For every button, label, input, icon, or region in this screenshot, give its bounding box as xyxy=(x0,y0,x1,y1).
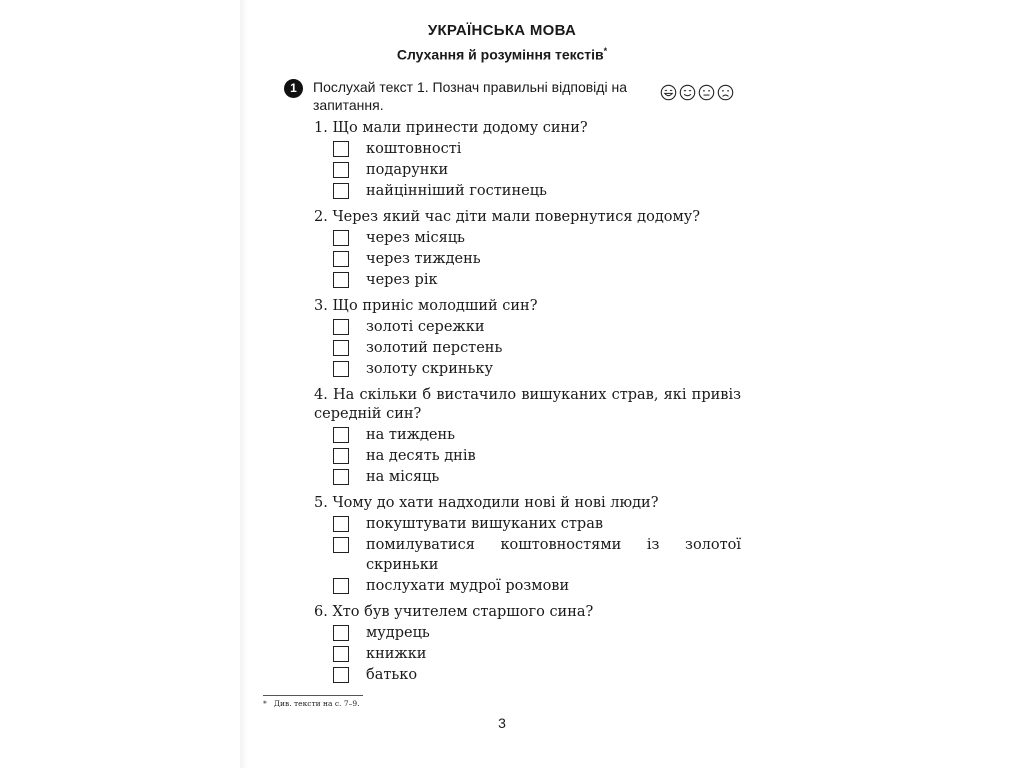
answer-label: через рік xyxy=(366,272,438,288)
answer-option[interactable] xyxy=(333,644,741,664)
answer-label: на тиждень xyxy=(366,427,456,443)
answer-checkbox[interactable] xyxy=(333,162,349,178)
answer-label: книжки xyxy=(366,646,427,662)
answer-option[interactable] xyxy=(333,270,741,290)
answer-label: золоту скриньку xyxy=(366,361,494,377)
answer-checkbox[interactable] xyxy=(333,667,349,683)
answer-option[interactable] xyxy=(333,338,741,358)
answer-label: найцінніший гостинець xyxy=(366,183,547,199)
answer-checkbox[interactable] xyxy=(333,537,349,553)
task-instruction: Послухай текст 1. Познач правильні відповіді на запитання. xyxy=(313,79,627,113)
answer-option[interactable] xyxy=(333,181,741,201)
answer-label: батько xyxy=(366,667,418,683)
section-title xyxy=(0,46,1004,63)
answer-checkbox[interactable] xyxy=(333,319,349,335)
answer-option[interactable] xyxy=(333,446,741,466)
self-assessment-smileys xyxy=(660,82,736,102)
answer-label: через тиждень xyxy=(366,251,481,267)
answer-option[interactable] xyxy=(333,623,741,643)
task-number-badge: 1 xyxy=(284,79,303,98)
answer-label: золоті сережки xyxy=(366,319,485,335)
question-text: 4. На скільки б вистачило вишуканих страв, які привіз середній син? xyxy=(314,387,741,422)
answer-checkbox[interactable] xyxy=(333,251,349,267)
answer-option[interactable] xyxy=(333,535,741,575)
question-4 xyxy=(314,386,741,487)
question-1 xyxy=(314,119,741,201)
answer-option[interactable] xyxy=(333,467,741,487)
answer-label: через місяць xyxy=(366,230,465,246)
section-footnote-marker: * xyxy=(603,46,608,56)
answer-checkbox[interactable] xyxy=(333,272,349,288)
answer-option[interactable] xyxy=(333,359,741,379)
smiley-sad-icon[interactable] xyxy=(717,84,734,101)
answer-checkbox[interactable] xyxy=(333,183,349,199)
footnote-divider xyxy=(263,695,363,696)
answer-option[interactable] xyxy=(333,160,741,180)
answer-checkbox[interactable] xyxy=(333,141,349,157)
answer-checkbox[interactable] xyxy=(333,361,349,377)
answer-checkbox[interactable] xyxy=(333,230,349,246)
question-text: 6. Хто був учителем старшого сина? xyxy=(314,604,594,620)
answer-option[interactable] xyxy=(333,665,741,685)
answer-label: мудрець xyxy=(366,625,430,641)
question-5 xyxy=(314,494,741,596)
question-6 xyxy=(314,603,741,685)
question-text: 3. Що приніс молодший син? xyxy=(314,298,538,314)
answer-checkbox[interactable] xyxy=(333,427,349,443)
answer-label: на десять днів xyxy=(366,448,476,464)
answer-label: золотий перстень xyxy=(366,340,503,356)
answer-option[interactable] xyxy=(333,249,741,269)
question-list xyxy=(314,119,741,692)
smiley-neutral-icon[interactable] xyxy=(698,84,715,101)
answer-option[interactable] xyxy=(333,425,741,445)
answer-option[interactable] xyxy=(333,139,741,159)
answer-option[interactable] xyxy=(333,317,741,337)
question-text: 5. Чому до хати надходили нові й нові люди? xyxy=(314,495,659,511)
answer-label: коштовності xyxy=(366,141,462,157)
answer-label: покуштувати вишуканих страв xyxy=(366,516,604,532)
answer-label: послухати мудрої розмови xyxy=(366,578,570,594)
page-number: 3 xyxy=(498,715,506,731)
answer-option[interactable] xyxy=(333,228,741,248)
answer-label: подарунки xyxy=(366,162,449,178)
question-text: 2. Через який час діти мали повернутися додому? xyxy=(314,209,701,225)
smiley-laughing-icon[interactable] xyxy=(660,84,677,101)
question-2 xyxy=(314,208,741,290)
answer-checkbox[interactable] xyxy=(333,578,349,594)
smiley-happy-icon[interactable] xyxy=(679,84,696,101)
subject-title: УКРАЇНСЬКА МОВА xyxy=(427,22,577,39)
answer-checkbox[interactable] xyxy=(333,469,349,485)
page-edge-shade xyxy=(240,0,248,768)
answer-checkbox[interactable] xyxy=(333,448,349,464)
section-title-text: Слухання й розуміння текстів xyxy=(396,46,604,63)
answer-label: на місяць xyxy=(366,469,440,485)
answer-checkbox[interactable] xyxy=(333,516,349,532)
answer-checkbox[interactable] xyxy=(333,340,349,356)
question-3 xyxy=(314,297,741,379)
question-text: 1. Що мали принести додому сини? xyxy=(314,120,588,136)
footnote-text: Див. тексти на с. 7–9. xyxy=(273,699,360,708)
answer-label: помилуватися коштовностями із золотої скриньки xyxy=(366,537,741,573)
answer-checkbox[interactable] xyxy=(333,625,349,641)
answer-checkbox[interactable] xyxy=(333,646,349,662)
answer-option[interactable] xyxy=(333,514,741,534)
footnote-marker: * xyxy=(263,699,267,708)
answer-option[interactable] xyxy=(333,576,741,596)
footnote xyxy=(263,699,360,708)
